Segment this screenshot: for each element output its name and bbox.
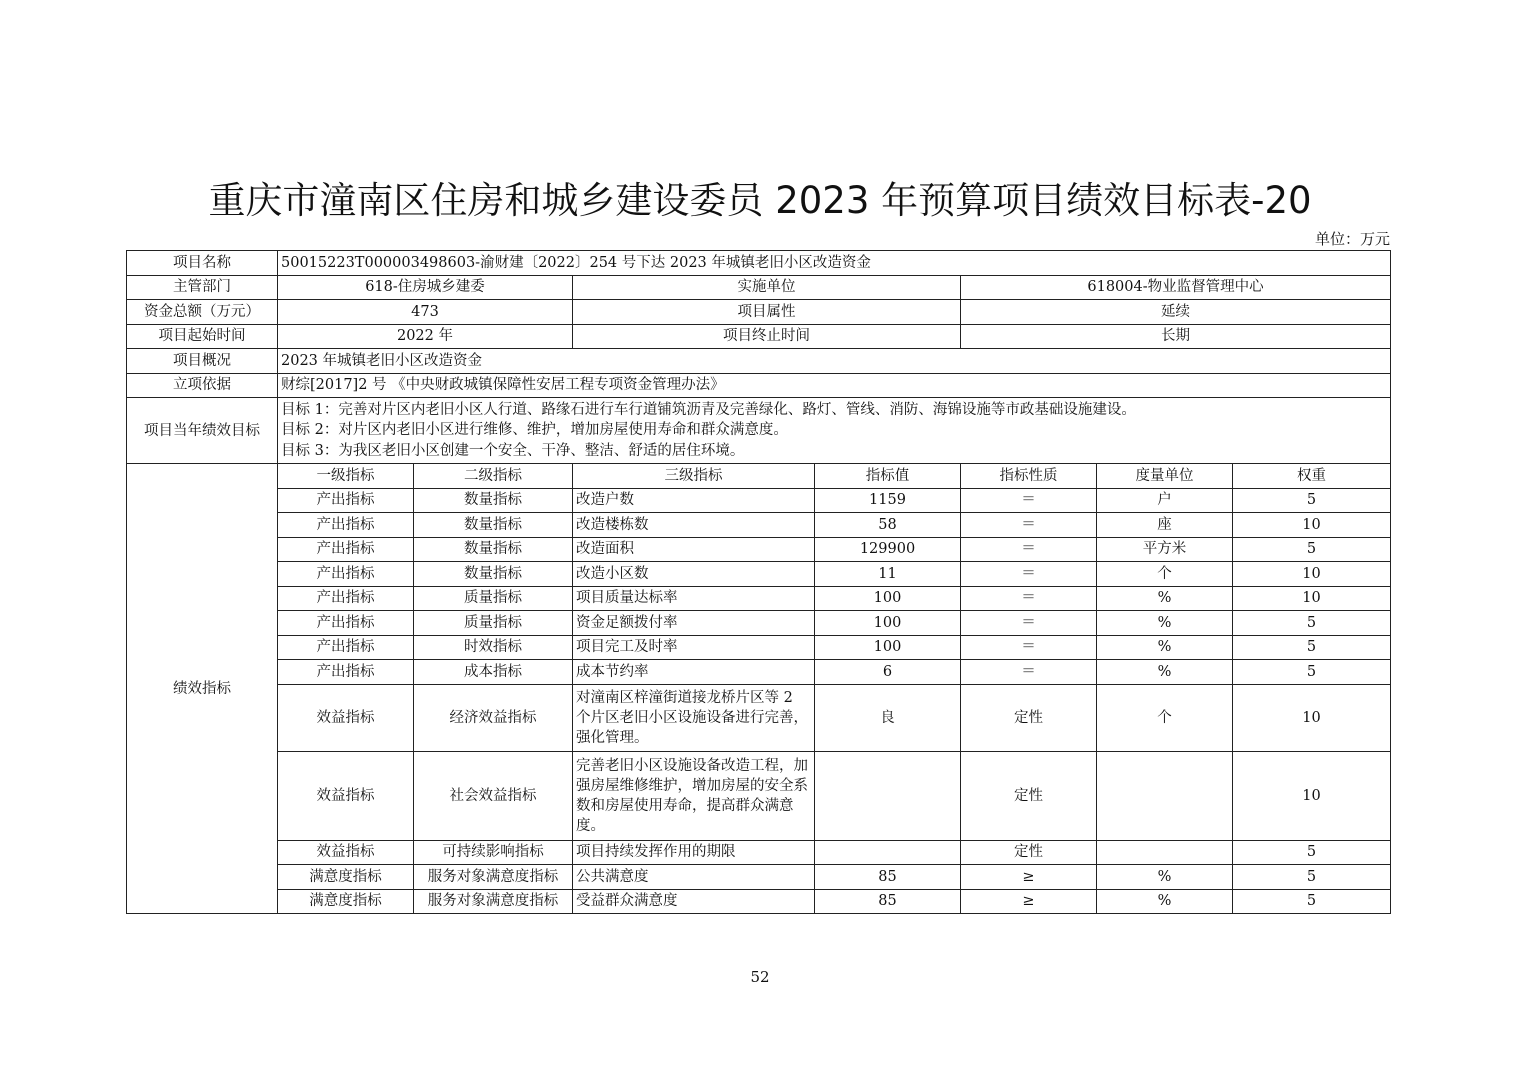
value-cell: 58	[815, 513, 961, 538]
value-cell: 100	[815, 611, 961, 636]
level3-cell: 项目持续发挥作用的期限	[573, 840, 815, 865]
overview-value: 2023 年城镇老旧小区改造资金	[278, 349, 1391, 374]
nature-cell: 定性	[961, 840, 1097, 865]
nature-cell: ＝	[961, 586, 1097, 611]
level2-cell: 数量指标	[414, 562, 573, 587]
value-cell: 11	[815, 562, 961, 587]
level3-cell: 受益群众满意度	[573, 889, 815, 914]
unit-cell: %	[1097, 635, 1233, 660]
nature-cell: ＝	[961, 611, 1097, 636]
level2-cell: 服务对象满意度指标	[414, 865, 573, 890]
unit-cell: 平方米	[1097, 537, 1233, 562]
table-row	[127, 251, 1391, 276]
level2-cell: 经济效益指标	[414, 684, 573, 751]
header-l1: 一级指标	[278, 464, 414, 489]
weight-cell: 5	[1233, 488, 1391, 513]
header-value: 指标值	[815, 464, 961, 489]
value-cell: 6	[815, 660, 961, 685]
nature-cell: 定性	[961, 684, 1097, 751]
level3-cell: 项目完工及时率	[573, 635, 815, 660]
nature-cell: 定性	[961, 751, 1097, 840]
header-unit: 度量单位	[1097, 464, 1233, 489]
unit-cell: 个	[1097, 684, 1233, 751]
table-row	[127, 751, 1391, 840]
weight-cell: 5	[1233, 635, 1391, 660]
page-number: 52	[750, 968, 770, 986]
table-row	[127, 275, 1391, 300]
table-row	[127, 635, 1391, 660]
nature-cell: ＝	[961, 513, 1097, 538]
level3-cell: 项目质量达标率	[573, 586, 815, 611]
weight-cell: 5	[1233, 865, 1391, 890]
table-row	[127, 537, 1391, 562]
table-row	[127, 586, 1391, 611]
table-row	[127, 488, 1391, 513]
unit-cell: 座	[1097, 513, 1233, 538]
attr-value: 延续	[961, 300, 1391, 325]
value-cell: 良	[815, 684, 961, 751]
value-cell: 129900	[815, 537, 961, 562]
level2-cell: 质量指标	[414, 611, 573, 636]
weight-cell: 10	[1233, 513, 1391, 538]
header-l3: 三级指标	[573, 464, 815, 489]
nature-cell: ≥	[961, 889, 1097, 914]
overview-label: 项目概况	[127, 349, 278, 374]
weight-cell: 5	[1233, 840, 1391, 865]
project-name-label: 项目名称	[127, 251, 278, 276]
level2-cell: 质量指标	[414, 586, 573, 611]
table-row	[127, 398, 1391, 464]
table-row	[127, 889, 1391, 914]
table-row	[127, 562, 1391, 587]
level3-cell: 成本节约率	[573, 660, 815, 685]
table-row	[127, 840, 1391, 865]
impl-value: 618004-物业监督管理中心	[961, 275, 1391, 300]
level1-cell: 产出指标	[278, 537, 414, 562]
value-cell: 100	[815, 635, 961, 660]
nature-cell: ＝	[961, 488, 1097, 513]
weight-cell: 10	[1233, 562, 1391, 587]
level1-cell: 效益指标	[278, 840, 414, 865]
level2-cell: 数量指标	[414, 488, 573, 513]
indicator-section	[127, 464, 1391, 914]
goals-label: 项目当年绩效目标	[127, 398, 278, 464]
basis-value: 财综[2017]2 号 《中央财政城镇保障性安居工程专项资金管理办法》	[278, 373, 1391, 398]
fund-label: 资金总额（万元）	[127, 300, 278, 325]
level2-cell: 可持续影响指标	[414, 840, 573, 865]
table-row	[127, 660, 1391, 685]
nature-cell: ＝	[961, 660, 1097, 685]
value-cell	[815, 751, 961, 840]
level2-cell: 社会效益指标	[414, 751, 573, 840]
weight-cell: 5	[1233, 611, 1391, 636]
table-row	[127, 324, 1391, 349]
info-section	[127, 251, 1391, 464]
nature-cell: ＝	[961, 537, 1097, 562]
impl-label: 实施单位	[573, 275, 961, 300]
level3-cell: 对潼南区梓潼街道接龙桥片区等 2 个片区老旧小区设施设备进行完善，强化管理。	[573, 684, 815, 751]
level3-cell: 完善老旧小区设施设备改造工程，加强房屋维修维护，增加房屋的安全系数和房屋使用寿命，提高群众满意度。	[573, 751, 815, 840]
weight-cell: 5	[1233, 537, 1391, 562]
unit-cell: 个	[1097, 562, 1233, 587]
level1-cell: 产出指标	[278, 562, 414, 587]
end-label: 项目终止时间	[573, 324, 961, 349]
weight-cell: 5	[1233, 889, 1391, 914]
dept-value: 618-住房城乡建委	[278, 275, 573, 300]
indicators-section-label: 绩效指标	[127, 464, 278, 914]
unit-cell: %	[1097, 660, 1233, 685]
level1-cell: 满意度指标	[278, 889, 414, 914]
fund-value: 473	[278, 300, 573, 325]
unit-cell: %	[1097, 586, 1233, 611]
goal-1: 目标 1：完善对片区内老旧小区人行道、路缘石进行车行道铺筑沥青及完善绿化、路灯、管线、消防、海锦设施等市政基础设施建设。	[281, 401, 1136, 418]
level2-cell: 成本指标	[414, 660, 573, 685]
table-row	[127, 684, 1391, 751]
weight-cell: 10	[1233, 751, 1391, 840]
goal-2: 目标 2：对片区内老旧小区进行维修、维护，增加房屋使用寿命和群众满意度。	[281, 422, 788, 439]
value-cell	[815, 840, 961, 865]
start-value: 2022 年	[278, 324, 573, 349]
header-weight: 权重	[1233, 464, 1391, 489]
level3-cell: 改造楼栋数	[573, 513, 815, 538]
unit-cell: %	[1097, 889, 1233, 914]
table-row	[127, 349, 1391, 374]
level2-cell: 服务对象满意度指标	[414, 889, 573, 914]
level2-cell: 数量指标	[414, 513, 573, 538]
level1-cell: 效益指标	[278, 751, 414, 840]
dept-label: 主管部门	[127, 275, 278, 300]
table-row	[127, 865, 1391, 890]
value-cell: 1159	[815, 488, 961, 513]
table-row	[127, 373, 1391, 398]
level3-cell: 改造面积	[573, 537, 815, 562]
performance-table	[126, 250, 1391, 914]
unit-cell: %	[1097, 611, 1233, 636]
level2-cell: 时效指标	[414, 635, 573, 660]
header-l2: 二级指标	[414, 464, 573, 489]
nature-cell: ≥	[961, 865, 1097, 890]
value-cell: 85	[815, 865, 961, 890]
goal-3: 目标 3：为我区老旧小区创建一个安全、干净、整洁、舒适的居住环境。	[281, 442, 745, 459]
start-label: 项目起始时间	[127, 324, 278, 349]
weight-cell: 10	[1233, 684, 1391, 751]
level3-cell: 公共满意度	[573, 865, 815, 890]
level1-cell: 满意度指标	[278, 865, 414, 890]
end-value: 长期	[961, 324, 1391, 349]
unit-cell	[1097, 751, 1233, 840]
level1-cell: 产出指标	[278, 488, 414, 513]
level1-cell: 产出指标	[278, 586, 414, 611]
level1-cell: 产出指标	[278, 513, 414, 538]
table-row	[127, 611, 1391, 636]
unit-label: 单位：万元	[1314, 230, 1390, 248]
level3-cell: 改造小区数	[573, 562, 815, 587]
unit-cell: %	[1097, 865, 1233, 890]
value-cell: 100	[815, 586, 961, 611]
unit-cell: 户	[1097, 488, 1233, 513]
nature-cell: ＝	[961, 635, 1097, 660]
value-cell: 85	[815, 889, 961, 914]
level1-cell: 产出指标	[278, 635, 414, 660]
project-name-value: 50015223T000003498603-渝财建〔2022〕254 号下达 2023 年城镇老旧小区改造资金	[278, 251, 1391, 276]
level3-cell: 资金足额拨付率	[573, 611, 815, 636]
level3-cell: 改造户数	[573, 488, 815, 513]
table-row	[127, 300, 1391, 325]
level1-cell: 产出指标	[278, 611, 414, 636]
unit-cell	[1097, 840, 1233, 865]
page-title: 重庆市潼南区住房和城乡建设委员 2023 年预算项目绩效目标表-20	[208, 179, 1312, 222]
weight-cell: 5	[1233, 660, 1391, 685]
header-nature: 指标性质	[961, 464, 1097, 489]
level2-cell: 数量指标	[414, 537, 573, 562]
nature-cell: ＝	[961, 562, 1097, 587]
level1-cell: 效益指标	[278, 684, 414, 751]
table-row	[127, 513, 1391, 538]
level1-cell: 产出指标	[278, 660, 414, 685]
goals-cell	[278, 398, 1391, 464]
weight-cell: 10	[1233, 586, 1391, 611]
attr-label: 项目属性	[573, 300, 961, 325]
indicator-header-row	[127, 464, 1391, 489]
basis-label: 立项依据	[127, 373, 278, 398]
